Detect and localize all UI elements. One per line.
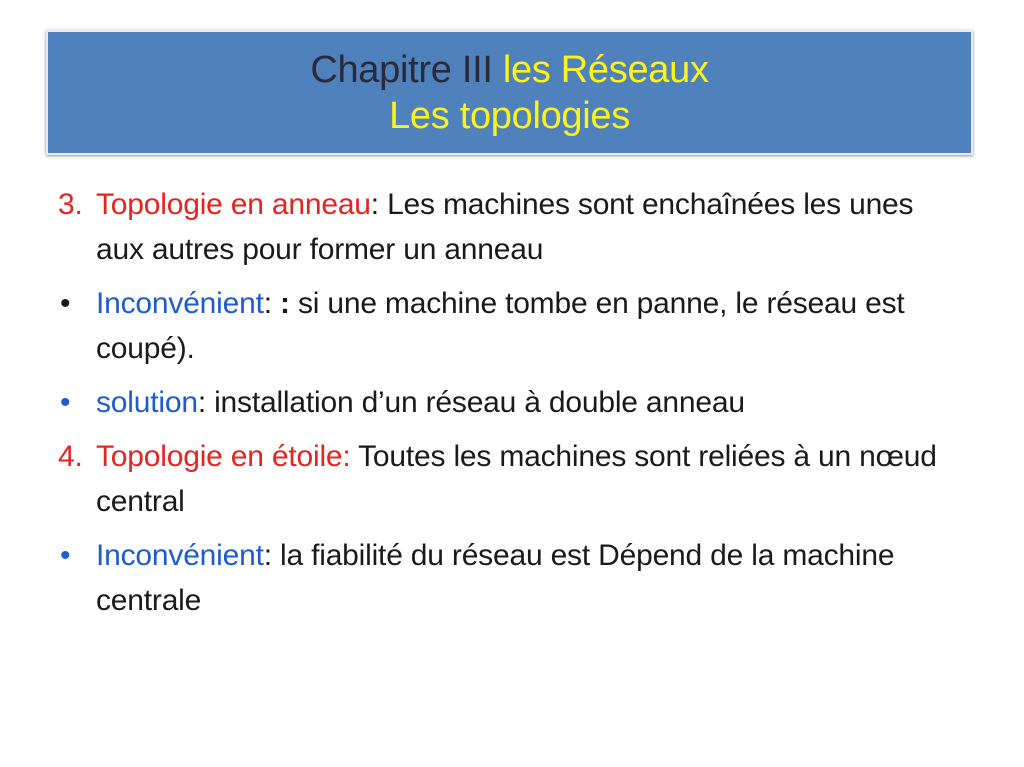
item-strong: :	[280, 287, 290, 320]
bullet-icon: •	[60, 539, 71, 572]
list-item-ring-topology	[58, 182, 958, 272]
slide-body	[58, 182, 958, 632]
title-line-2: Les topologies	[389, 94, 630, 137]
item-label: solution	[96, 386, 198, 419]
item-number: 4.	[58, 440, 83, 473]
item-text: si une machine tombe en panne, le réseau est coupé).	[96, 287, 905, 365]
item-text: Toutes les machines sont reliées à un nœud central	[96, 440, 937, 518]
item-separator: :	[263, 287, 281, 320]
list-item-ring-drawback	[58, 281, 958, 371]
title-box	[46, 30, 973, 155]
item-label: Topologie en étoile:	[96, 440, 351, 473]
item-label: Inconvénient	[96, 539, 264, 572]
title-line-1	[310, 47, 708, 93]
item-number: 3.	[58, 188, 83, 221]
item-label: Topologie en anneau	[96, 188, 371, 221]
title-chapter: Chapitre III	[310, 48, 503, 91]
item-text: : Les machines sont enchaînées les unes aux autres pour former un anneau	[96, 188, 914, 266]
item-label: Inconvénient	[96, 287, 264, 320]
title-subject: les Réseaux	[502, 48, 709, 91]
bullet-icon: •	[60, 287, 71, 320]
item-text: : la fiabilité du réseau est Dépend de la machine centrale	[96, 539, 895, 617]
list-item-star-topology	[58, 434, 958, 524]
list-item-ring-solution	[58, 380, 958, 425]
list-item-star-drawback	[58, 533, 958, 623]
bullet-icon: •	[60, 386, 71, 419]
item-text: : installation d’un réseau à double anneau	[197, 386, 745, 419]
